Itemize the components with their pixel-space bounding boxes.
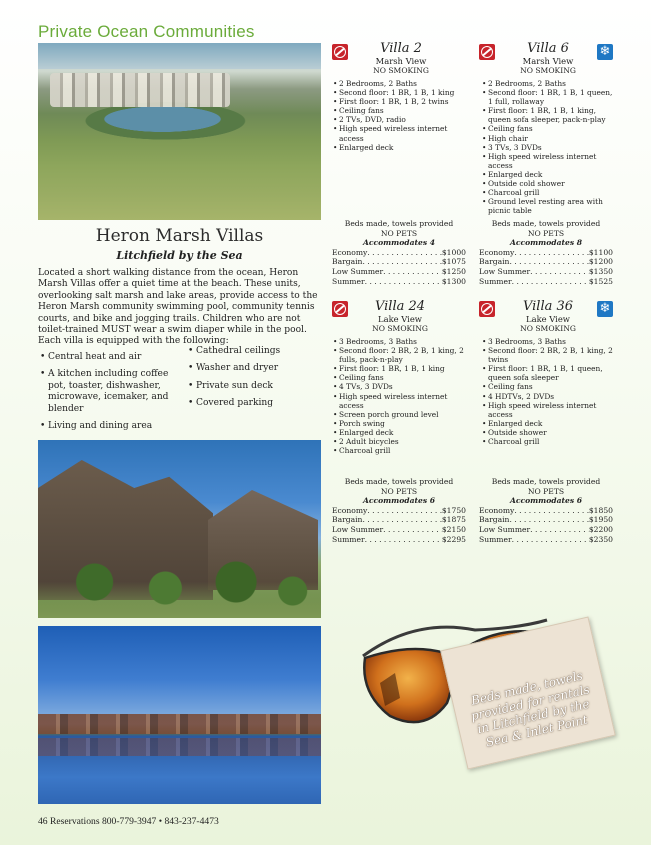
feature-item: • First floor: 1 BR, 1 B, 1 queen, queen sofa sleeper bbox=[488, 364, 615, 382]
rate-value: $2150 bbox=[441, 524, 466, 534]
rate-row bbox=[479, 257, 613, 267]
rate-label: Economy bbox=[332, 247, 368, 257]
rate-value: $1525 bbox=[588, 276, 613, 286]
feature-item: • Charcoal grill bbox=[339, 446, 468, 455]
rates-note: Beds made, towels provided bbox=[491, 477, 601, 486]
condos-photo bbox=[38, 440, 321, 618]
shrubbery bbox=[38, 558, 321, 618]
feature-item: • High speed wireless internet access bbox=[339, 392, 468, 410]
accommodates: Accommodates 6 bbox=[509, 496, 583, 506]
villa-2-rates bbox=[332, 219, 466, 286]
feature-item: • Second floor: 1 BR, 1 B, 1 king bbox=[339, 88, 470, 97]
lake-reflection bbox=[38, 738, 321, 756]
rate-label: Economy bbox=[479, 247, 515, 257]
rate-value: $1850 bbox=[588, 505, 613, 515]
feature-item: • 2 TVs, DVD, radio bbox=[339, 115, 470, 124]
feature-item: • Ground level resting area with picnic table bbox=[488, 197, 615, 215]
amenity-item: • Cathedral ceilings bbox=[196, 346, 331, 357]
rate-row bbox=[332, 248, 466, 258]
rate-row bbox=[332, 525, 466, 535]
rate-value: $1000 bbox=[441, 247, 466, 257]
rate-label: Bargain bbox=[332, 257, 363, 267]
feature-item: • Porch swing bbox=[339, 419, 468, 428]
feature-item: • Ceiling fans bbox=[488, 124, 615, 133]
villa-view: Marsh View bbox=[522, 56, 574, 66]
rate-value: $1950 bbox=[588, 515, 613, 525]
amenities-list-left bbox=[38, 352, 188, 438]
page-footer: 46 Reservations 800-779-3947 • 843-237-4473 bbox=[38, 816, 219, 827]
rate-row bbox=[479, 515, 613, 525]
feature-item: • Second floor: 2 BR, 2 B, 1 king, 2 fulls, pack-n-play bbox=[339, 346, 468, 364]
villa-name: Villa 6 bbox=[527, 41, 569, 56]
feature-item: • 2 Adult bicycles bbox=[339, 437, 468, 446]
rate-row bbox=[332, 277, 466, 287]
no-pets: NO PETS bbox=[527, 228, 565, 238]
rate-label: Summer bbox=[332, 276, 365, 286]
feature-item: • 4 TVs, 3 DVDs bbox=[339, 382, 468, 391]
feature-item: • Enlarged deck bbox=[339, 143, 470, 152]
rate-label: Low Summer bbox=[479, 266, 531, 276]
rate-row bbox=[479, 535, 613, 545]
no-pets: NO PETS bbox=[380, 228, 418, 238]
villa-smoking: NO SMOKING bbox=[520, 324, 576, 333]
villa-name: Villa 24 bbox=[374, 299, 426, 314]
feature-item: • First floor: 1 BR, 1 B, 1 king bbox=[339, 364, 468, 373]
amenity-item: • Central heat and air bbox=[48, 352, 188, 363]
rate-label: Summer bbox=[332, 534, 365, 544]
snowflake-icon: ❄ bbox=[597, 301, 613, 317]
accommodates: Accommodates 4 bbox=[362, 238, 436, 248]
rates-note: Beds made, towels provided bbox=[344, 219, 454, 228]
rate-row bbox=[332, 515, 466, 525]
feature-item: • Screen porch ground level bbox=[339, 410, 468, 419]
villa-features bbox=[481, 337, 615, 446]
rates-note: Beds made, towels provided bbox=[344, 477, 454, 486]
feature-item: • 3 Bedrooms, 3 Baths bbox=[488, 337, 615, 346]
villa-name: Villa 36 bbox=[522, 299, 574, 314]
rate-value: $1100 bbox=[588, 247, 613, 257]
villa-smoking: NO SMOKING bbox=[520, 66, 576, 75]
rate-value: $2200 bbox=[588, 524, 613, 534]
rate-label: Summer bbox=[479, 534, 512, 544]
feature-item: • Charcoal grill bbox=[488, 437, 615, 446]
feature-item: • Ceiling fans bbox=[339, 106, 470, 115]
rate-value: $1200 bbox=[588, 257, 613, 267]
villa-features bbox=[332, 79, 470, 152]
feature-item: • First floor: 1 BR, 1 B, 1 king, queen sofa sleeper, pack-n-play bbox=[488, 106, 615, 124]
feature-item: • Outside cold shower bbox=[488, 179, 615, 188]
villa-view: Lake View bbox=[526, 314, 570, 324]
feature-item: • Second floor: 2 BR, 2 B, 1 king, 2 twins bbox=[488, 346, 615, 364]
feature-item: • Ceiling fans bbox=[339, 373, 468, 382]
amenity-item: • A kitchen including coffee pot, toaster, dishwasher, microwave, icemaker, and blender bbox=[48, 369, 188, 415]
rate-label: Bargain bbox=[332, 515, 363, 525]
promo-note-text: Beds made, towels provided for rentals in Litchfield by the Sea & Inlet Point bbox=[469, 668, 591, 750]
villa-smoking: NO SMOKING bbox=[372, 324, 428, 333]
rate-label: Bargain bbox=[479, 515, 510, 525]
feature-item: • High speed wireless internet access bbox=[339, 124, 470, 142]
rate-row bbox=[479, 248, 613, 258]
rate-label: Summer bbox=[479, 276, 512, 286]
rate-row bbox=[479, 506, 613, 516]
feature-item: • High speed wireless internet access bbox=[488, 152, 615, 170]
rate-value: $2350 bbox=[588, 534, 613, 544]
villa-features bbox=[332, 337, 468, 455]
ocean-strip bbox=[38, 43, 321, 69]
page-heading: Heron Marsh Villas bbox=[95, 226, 264, 246]
feature-item: • Enlarged deck bbox=[339, 428, 468, 437]
feature-item: • 2 Bedrooms, 2 Baths bbox=[488, 79, 615, 88]
villa-24-rates bbox=[332, 477, 466, 544]
villa-2-card bbox=[332, 42, 470, 152]
feature-item: • 4 HDTVs, 2 DVDs bbox=[488, 392, 615, 401]
villa-features bbox=[481, 79, 615, 215]
rate-row bbox=[479, 277, 613, 287]
section-title: Private Ocean Communities bbox=[38, 22, 255, 41]
condo-buildings bbox=[50, 73, 230, 107]
rate-value: $1350 bbox=[588, 266, 613, 276]
feature-item: • High speed wireless internet access bbox=[488, 401, 615, 419]
feature-item: • High chair bbox=[488, 134, 615, 143]
accommodates: Accommodates 6 bbox=[362, 496, 436, 506]
amenity-item: • Private sun deck bbox=[196, 381, 331, 392]
page-subheading: Litchfield by the Sea bbox=[116, 249, 243, 262]
rate-row bbox=[479, 267, 613, 277]
no-pets: NO PETS bbox=[527, 486, 565, 496]
villa-36-rates bbox=[479, 477, 613, 544]
villa-view: Lake View bbox=[378, 314, 422, 324]
lake-photo bbox=[38, 626, 321, 804]
rate-label: Low Summer bbox=[332, 524, 384, 534]
rate-value: $1875 bbox=[441, 515, 466, 525]
no-pets: NO PETS bbox=[380, 486, 418, 496]
feature-item: • Charcoal grill bbox=[488, 188, 615, 197]
rate-row bbox=[332, 506, 466, 516]
rate-value: $2295 bbox=[441, 534, 466, 544]
villa-smoking: NO SMOKING bbox=[373, 66, 429, 75]
feature-item: • Enlarged deck bbox=[488, 419, 615, 428]
villa-24-card bbox=[332, 300, 468, 455]
rate-row bbox=[332, 535, 466, 545]
rate-value: $1750 bbox=[441, 505, 466, 515]
rate-row bbox=[332, 267, 466, 277]
feature-item: • Outside shower bbox=[488, 428, 615, 437]
accommodates: Accommodates 8 bbox=[509, 238, 583, 248]
feature-item: • Enlarged deck bbox=[488, 170, 615, 179]
feature-item: • Ceiling fans bbox=[488, 382, 615, 391]
feature-item: • 3 TVs, 3 DVDs bbox=[488, 143, 615, 152]
amenity-item: • Washer and dryer bbox=[196, 363, 331, 374]
aerial-photo bbox=[38, 43, 321, 220]
villa-36-card bbox=[481, 300, 615, 446]
villa-6-card bbox=[481, 42, 615, 215]
rate-label: Economy bbox=[479, 505, 515, 515]
villa-6-rates bbox=[479, 219, 613, 286]
amenities-list-right bbox=[186, 346, 331, 416]
rate-value: $1075 bbox=[441, 257, 466, 267]
amenity-item: • Covered parking bbox=[196, 398, 331, 409]
rate-row bbox=[332, 257, 466, 267]
intro-paragraph: Located a short walking distance from the ocean, Heron Marsh Villas offer a quiet time at the beach. These units, overlooking salt marsh and lake areas, provide access to the Heron Marsh community swimming pool, community tennis courts, and bike and jogging trails. Children who are not toilet-trained MUST wear a swim diaper while in the pool. Each villa is equipped with the following: bbox=[38, 268, 318, 347]
feature-item: • 3 Bedrooms, 3 Baths bbox=[339, 337, 468, 346]
amenity-item: • Living and dining area bbox=[48, 421, 188, 432]
villa-name: Villa 2 bbox=[380, 41, 422, 56]
rate-label: Low Summer bbox=[332, 266, 384, 276]
villa-view: Marsh View bbox=[375, 56, 427, 66]
rate-label: Low Summer bbox=[479, 524, 531, 534]
rate-label: Bargain bbox=[479, 257, 510, 267]
rate-row bbox=[479, 525, 613, 535]
feature-item: • 2 Bedrooms, 2 Baths bbox=[339, 79, 470, 88]
feature-item: • Second floor: 1 BR, 1 B, 1 queen, 1 full, rollaway bbox=[488, 88, 615, 106]
rate-value: $1300 bbox=[441, 276, 466, 286]
rate-value: $1250 bbox=[441, 266, 466, 276]
feature-item: • First floor: 1 BR, 1 B, 2 twins bbox=[339, 97, 470, 106]
rate-label: Economy bbox=[332, 505, 368, 515]
lakeside-buildings bbox=[38, 714, 321, 734]
snowflake-icon: ❄ bbox=[597, 44, 613, 60]
rates-note: Beds made, towels provided bbox=[491, 219, 601, 228]
